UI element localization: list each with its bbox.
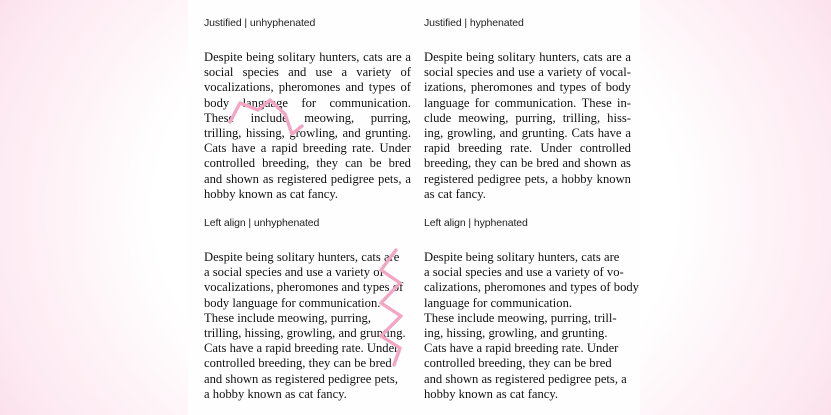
sample-paragraph bbox=[204, 50, 411, 202]
section-label: Justified | hyphenated bbox=[424, 17, 524, 29]
sample-paragraph bbox=[424, 250, 639, 402]
paragraph-line: registered pedigree pets, a hobby known bbox=[424, 171, 631, 186]
sample-paragraph bbox=[424, 50, 631, 202]
paragraph-line: hobby known as cat fancy. bbox=[204, 186, 339, 201]
paragraph-line: Cats have a rapid breeding rate. Under bbox=[204, 141, 411, 156]
paragraph-line: body language for communication. bbox=[204, 95, 411, 110]
paragraph-line: and shown as registered pedigree pets, a bbox=[424, 371, 627, 386]
paragraph-line: rapid breeding rate. Under controlled bbox=[424, 141, 631, 156]
paragraph-line: controlled breeding, they can be bred bbox=[204, 156, 411, 171]
section-left-align-hyphenated bbox=[424, 216, 639, 402]
paragraph-line: a social species and use a variety of vo- bbox=[424, 265, 624, 280]
paragraph-line: and shown as registered pedigree pets, bbox=[204, 371, 398, 386]
paragraph-line: Despite being solitary hunters, cats are a bbox=[204, 50, 411, 64]
section-label: Justified | unhyphenated bbox=[204, 17, 316, 29]
paragraph-line: and shown as registered pedigree pets, a bbox=[204, 171, 411, 186]
section-label: Left align | unhyphenated bbox=[204, 217, 320, 229]
paragraph-line: trilling, hissing, growling, and grunting. bbox=[204, 325, 406, 340]
paragraph-line: These include meowing, purring, bbox=[204, 110, 411, 125]
paragraph-line: breeding, they can be bred and shown as bbox=[424, 156, 631, 171]
paragraph-line: social species and use a variety of vocal- bbox=[424, 65, 631, 80]
paragraph-line: calizations, pheromones and types of body bbox=[424, 280, 639, 295]
paragraph-line: controlled breeding, they can be bred bbox=[424, 356, 612, 371]
paragraph-line: clude meowing, purring, trilling, hiss- bbox=[424, 110, 631, 125]
paragraph-line: These include meowing, purring, bbox=[204, 310, 371, 325]
paragraph-line: ing, hissing, growling, and grunting. bbox=[424, 325, 608, 340]
paragraph-line: Cats have a rapid breeding rate. Under bbox=[204, 341, 399, 356]
paragraph-line: vocalizations, pheromones and types of bbox=[204, 80, 411, 95]
section-label: Left align | hyphenated bbox=[424, 217, 528, 229]
paragraph-line: Cats have a rapid breeding rate. Under bbox=[424, 341, 619, 356]
paragraph-line: as cat fancy. bbox=[424, 186, 486, 201]
document-page bbox=[188, 0, 640, 415]
section-justified-unhyphenated bbox=[204, 16, 411, 202]
paragraph-line: ing, growling, and grunting. Cats have a bbox=[424, 125, 631, 140]
paragraph-line: social species and use a variety of bbox=[204, 65, 411, 80]
paragraph-line: language for communication. bbox=[424, 295, 573, 310]
paragraph-line: Despite being solitary hunters, cats are a bbox=[424, 50, 631, 64]
paragraph-line: controlled breeding, they can be bred bbox=[204, 356, 392, 371]
paragraph-line: a hobby known as cat fancy. bbox=[204, 386, 347, 401]
paragraph-line: Despite being solitary hunters, cats are bbox=[424, 250, 620, 264]
paragraph-line: body language for communication. bbox=[204, 295, 381, 310]
section-justified-hyphenated bbox=[424, 16, 631, 202]
paragraph-line: These include meowing, purring, trill- bbox=[424, 310, 617, 325]
paragraph-line: vocalizations, pheromones and types of bbox=[204, 280, 404, 295]
paragraph-line: Despite being solitary hunters, cats are bbox=[204, 250, 400, 264]
paragraph-line: a social species and use a variety of bbox=[204, 265, 384, 280]
sample-paragraph bbox=[204, 250, 411, 402]
paragraph-line: language for communication. These in- bbox=[424, 95, 631, 110]
section-left-align-unhyphenated bbox=[204, 216, 411, 402]
paragraph-line: izations, pheromones and types of body bbox=[424, 80, 631, 95]
paragraph-line: hobby known as cat fancy. bbox=[424, 386, 559, 401]
paragraph-line: trilling, hissing, growling, and grunting. bbox=[204, 125, 411, 140]
